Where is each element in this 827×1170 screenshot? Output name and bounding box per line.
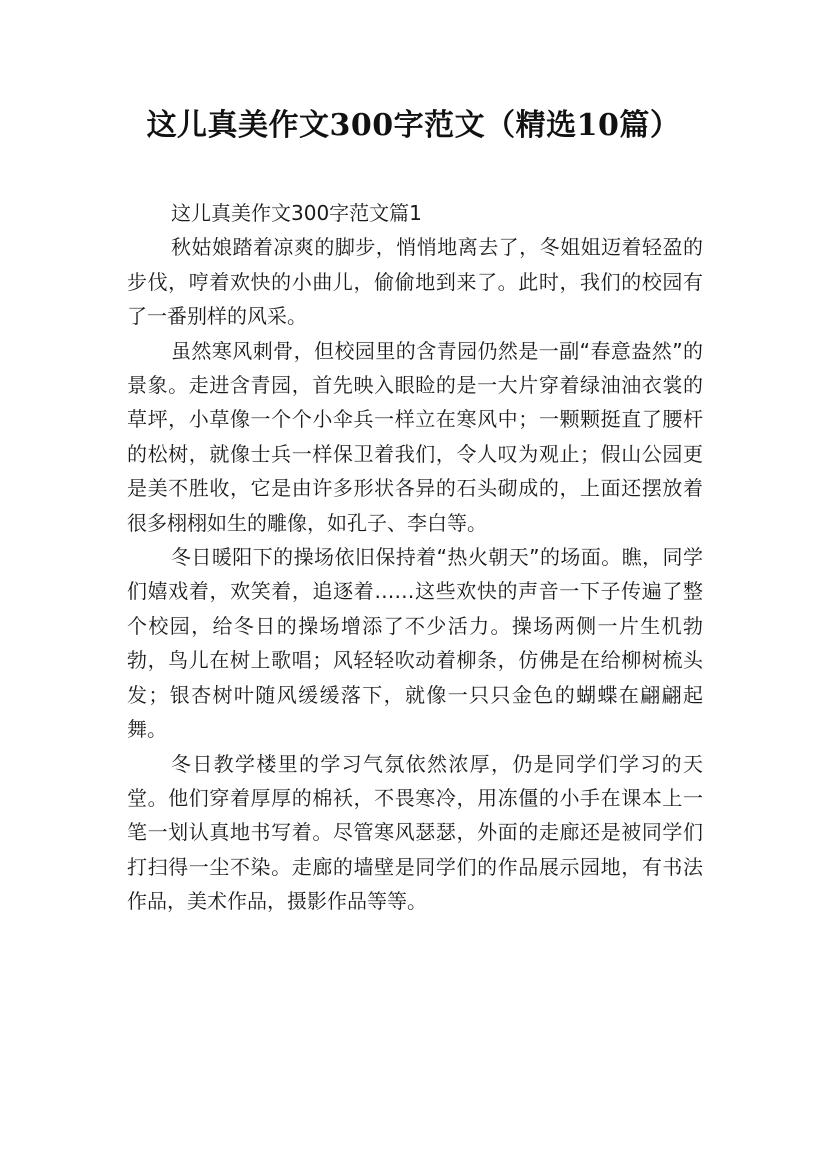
section-heading: 这儿真美作文300字范文篇1 [171,201,422,225]
paragraph-3: 冬日暖阳下的操场依旧保持着“热火朝天”的场面。瞧，同学们嬉戏着，欢笑着，追逐着……这些欢快的声音一下子传遍了整个校园，给冬日的操场增添了不少活力。操场两侧一片生机勃勃，鸟儿在树上歌唱；风轻轻吹动着柳条，仿佛是在给柳树梳头发；银杏树叶随风缓缓落下，就像一只只金色的蝴蝶在翩翩起舞。 [127,545,703,742]
paragraph-4: 冬日教学楼里的学习气氛依然浓厚，仍是同学们学习的天堂。他们穿着厚厚的棉袄，不畏寒冷，用冻僵的小手在课本上一笔一划认真地书写着。尽管寒风瑟瑟，外面的走廊还是被同学们打扫得一尘不染。走廊的墙壁是同学们的作品展示园地，有书法作品，美术作品，摄影作品等等。 [127,751,703,914]
paragraph-1: 秋姑娘踏着凉爽的脚步，悄悄地离去了，冬姐姐迈着轻盈的步伐，哼着欢快的小曲儿，偷偷地到来了。此时，我们的校园有了一番别样的风采。 [127,235,703,329]
document-body [127,196,703,919]
document-title: 这儿真美作文300字范文（精选10篇） [146,108,681,143]
paragraph-2: 虽然寒风刺骨，但校园里的含青园仍然是一副“春意盎然”的景象。走进含青园，首先映入眼睑的是一大片穿着绿油油衣裳的草坪，小草像一个个小伞兵一样立在寒风中；一颗颗挺直了腰杆的松树，就像士兵一样保卫着我们，令人叹为观止；假山公园更是美不胜收，它是由许多形状各异的石头砌成的，上面还摆放着很多栩栩如生的雕像，如孔子、李白等。 [127,338,703,535]
